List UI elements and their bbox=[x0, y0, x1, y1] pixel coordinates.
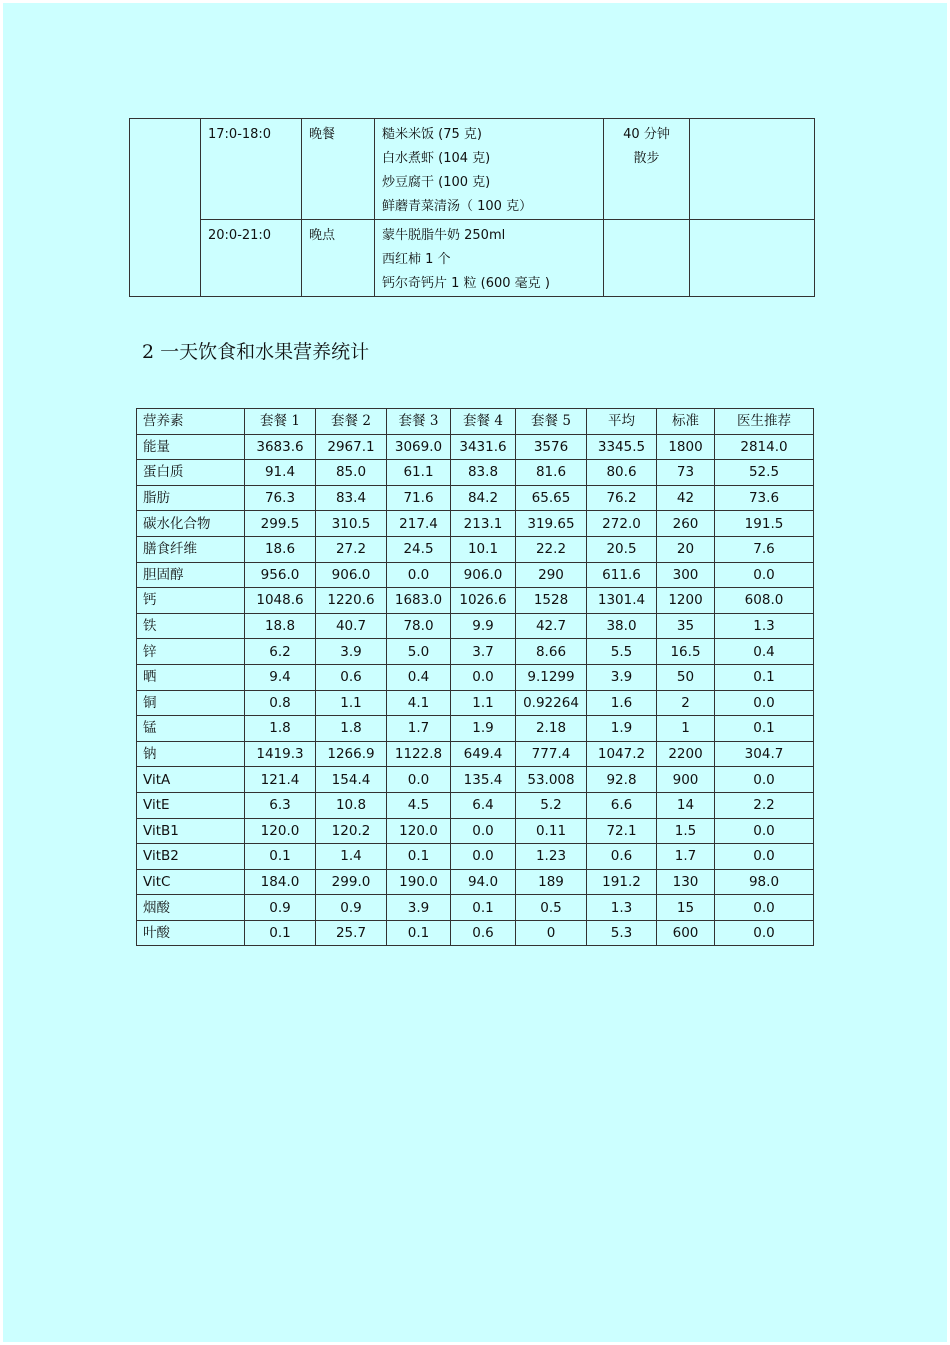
exercise-line: 40 分钟 bbox=[623, 127, 670, 142]
food-item: 炒豆腐干 (100 克) bbox=[382, 175, 491, 190]
nutrient-value: 1419.3 bbox=[245, 741, 316, 767]
nutrient-value: 92.8 bbox=[587, 767, 657, 793]
nutrient-value: 0.0 bbox=[451, 844, 516, 870]
table-row bbox=[137, 511, 814, 537]
nutrient-value: 42 bbox=[657, 485, 715, 511]
table-row bbox=[137, 690, 814, 716]
nutrient-value: 906.0 bbox=[451, 562, 516, 588]
nutrient-name: 蛋白质 bbox=[137, 460, 245, 486]
nutrient-value: 3.9 bbox=[387, 895, 451, 921]
nutrient-value: 300 bbox=[657, 562, 715, 588]
nutrient-value: 1200 bbox=[657, 588, 715, 614]
nutrient-value: 73.6 bbox=[715, 485, 814, 511]
nutrient-value: 1.9 bbox=[451, 716, 516, 742]
nutrient-value: 10.1 bbox=[451, 536, 516, 562]
nutrient-value: 906.0 bbox=[316, 562, 387, 588]
nutrient-value: 1026.6 bbox=[451, 588, 516, 614]
nutrient-value: 76.2 bbox=[587, 485, 657, 511]
nutrient-name: 铜 bbox=[137, 690, 245, 716]
nutrient-value: 83.4 bbox=[316, 485, 387, 511]
nutrient-value: 0.0 bbox=[715, 690, 814, 716]
nutrient-value: 1.9 bbox=[587, 716, 657, 742]
nutrient-value: 65.65 bbox=[516, 485, 587, 511]
nutrient-value: 1.7 bbox=[657, 844, 715, 870]
table-row bbox=[137, 920, 814, 946]
nutrient-value: 72.1 bbox=[587, 818, 657, 844]
nutrient-value: 189 bbox=[516, 869, 587, 895]
nutrient-value: 84.2 bbox=[451, 485, 516, 511]
nutrient-value: 649.4 bbox=[451, 741, 516, 767]
table-row bbox=[137, 818, 814, 844]
nutrient-value: 50 bbox=[657, 664, 715, 690]
nutrient-value: 0.0 bbox=[451, 664, 516, 690]
nutrient-value: 16.5 bbox=[657, 639, 715, 665]
nutrient-value: 80.6 bbox=[587, 460, 657, 486]
column-header: 平均 bbox=[587, 409, 657, 435]
nutrient-value: 217.4 bbox=[387, 511, 451, 537]
food-item: 西红柿 1 个 bbox=[382, 252, 451, 267]
nutrient-value: 0.1 bbox=[387, 844, 451, 870]
food-item: 鲜蘑青菜清汤（ 100 克） bbox=[382, 199, 533, 214]
nutrient-value: 98.0 bbox=[715, 869, 814, 895]
nutrient-value: 213.1 bbox=[451, 511, 516, 537]
nutrient-value: 0.9 bbox=[245, 895, 316, 921]
nutrient-name: 锰 bbox=[137, 716, 245, 742]
meal-time: 20:0-21:0 bbox=[201, 220, 302, 297]
nutrient-value: 73 bbox=[657, 460, 715, 486]
nutrient-name: 钠 bbox=[137, 741, 245, 767]
nutrient-value: 2967.1 bbox=[316, 434, 387, 460]
nutrient-value: 1528 bbox=[516, 588, 587, 614]
nutrient-value: 81.6 bbox=[516, 460, 587, 486]
nutrient-value: 777.4 bbox=[516, 741, 587, 767]
meal-schedule-table bbox=[129, 118, 815, 297]
nutrient-value: 0.1 bbox=[245, 844, 316, 870]
nutrient-value: 1.4 bbox=[316, 844, 387, 870]
nutrient-value: 4.1 bbox=[387, 690, 451, 716]
nutrient-value: 1.8 bbox=[245, 716, 316, 742]
nutrient-value: 0.0 bbox=[715, 818, 814, 844]
food-item: 蒙牛脱脂牛奶 250ml bbox=[382, 228, 506, 243]
nutrient-value: 0.1 bbox=[451, 895, 516, 921]
nutrient-value: 6.6 bbox=[587, 792, 657, 818]
nutrient-name: 碳水化合物 bbox=[137, 511, 245, 537]
nutrient-value: 3431.6 bbox=[451, 434, 516, 460]
nutrient-value: 0.8 bbox=[245, 690, 316, 716]
nutrient-value: 2814.0 bbox=[715, 434, 814, 460]
nutrient-name: 能量 bbox=[137, 434, 245, 460]
food-item: 糙米米饭 (75 克) bbox=[382, 127, 482, 142]
nutrient-value: 10.8 bbox=[316, 792, 387, 818]
nutrient-value: 52.5 bbox=[715, 460, 814, 486]
column-header: 医生推荐 bbox=[715, 409, 814, 435]
nutrient-value: 1.23 bbox=[516, 844, 587, 870]
nutrient-value: 0.4 bbox=[387, 664, 451, 690]
table-row bbox=[137, 664, 814, 690]
nutrient-value: 190.0 bbox=[387, 869, 451, 895]
nutrient-value: 24.5 bbox=[387, 536, 451, 562]
nutrient-value: 290 bbox=[516, 562, 587, 588]
nutrient-value: 1800 bbox=[657, 434, 715, 460]
nutrient-value: 121.4 bbox=[245, 767, 316, 793]
table-row bbox=[137, 536, 814, 562]
food-item: 钙尔奇钙片 1 粒 (600 毫克 ) bbox=[382, 276, 550, 291]
nutrient-value: 135.4 bbox=[451, 767, 516, 793]
nutrient-value: 120.0 bbox=[387, 818, 451, 844]
nutrient-value: 304.7 bbox=[715, 741, 814, 767]
nutrient-value: 0.1 bbox=[387, 920, 451, 946]
nutrient-value: 76.3 bbox=[245, 485, 316, 511]
nutrient-value: 3.9 bbox=[316, 639, 387, 665]
nutrient-value: 1.3 bbox=[715, 613, 814, 639]
table-row bbox=[137, 485, 814, 511]
nutrient-value: 35 bbox=[657, 613, 715, 639]
nutrient-value: 5.5 bbox=[587, 639, 657, 665]
nutrient-name: VitB2 bbox=[137, 844, 245, 870]
nutrient-value: 1266.9 bbox=[316, 741, 387, 767]
nutrient-value: 0.6 bbox=[451, 920, 516, 946]
table-row bbox=[137, 460, 814, 486]
table-row bbox=[137, 613, 814, 639]
nutrient-value: 1.3 bbox=[587, 895, 657, 921]
column-header: 套餐 2 bbox=[316, 409, 387, 435]
nutrient-value: 42.7 bbox=[516, 613, 587, 639]
nutrient-value: 1047.2 bbox=[587, 741, 657, 767]
nutrient-value: 25.7 bbox=[316, 920, 387, 946]
nutrient-value: 18.8 bbox=[245, 613, 316, 639]
nutrient-value: 1122.8 bbox=[387, 741, 451, 767]
nutrient-value: 9.9 bbox=[451, 613, 516, 639]
food-item: 白水煮虾 (104 克) bbox=[382, 151, 491, 166]
nutrient-value: 91.4 bbox=[245, 460, 316, 486]
nutrient-value: 3576 bbox=[516, 434, 587, 460]
nutrient-value: 900 bbox=[657, 767, 715, 793]
nutrient-value: 5.0 bbox=[387, 639, 451, 665]
meal-foods bbox=[375, 220, 604, 297]
nutrient-value: 1 bbox=[657, 716, 715, 742]
nutrient-value: 1.6 bbox=[587, 690, 657, 716]
column-header: 套餐 5 bbox=[516, 409, 587, 435]
table-row bbox=[137, 588, 814, 614]
meal-row bbox=[130, 220, 815, 297]
nutrient-value: 0.9 bbox=[316, 895, 387, 921]
nutrient-value: 27.2 bbox=[316, 536, 387, 562]
nutrient-value: 1.1 bbox=[316, 690, 387, 716]
meal-exercise bbox=[604, 220, 690, 297]
column-header: 套餐 4 bbox=[451, 409, 516, 435]
nutrient-value: 1301.4 bbox=[587, 588, 657, 614]
nutrient-value: 2 bbox=[657, 690, 715, 716]
nutrient-value: 130 bbox=[657, 869, 715, 895]
nutrient-name: 铁 bbox=[137, 613, 245, 639]
nutrient-value: 5.2 bbox=[516, 792, 587, 818]
table-row bbox=[137, 869, 814, 895]
nutrient-value: 61.1 bbox=[387, 460, 451, 486]
nutrient-value: 0 bbox=[516, 920, 587, 946]
nutrient-value: 0.0 bbox=[715, 920, 814, 946]
nutrient-value: 191.5 bbox=[715, 511, 814, 537]
nutrient-value: 20 bbox=[657, 536, 715, 562]
day-cell bbox=[130, 119, 201, 297]
nutrient-value: 0.0 bbox=[715, 767, 814, 793]
nutrient-value: 272.0 bbox=[587, 511, 657, 537]
nutrient-value: 20.5 bbox=[587, 536, 657, 562]
nutrient-value: 0.4 bbox=[715, 639, 814, 665]
nutrient-value: 120.0 bbox=[245, 818, 316, 844]
nutrient-value: 78.0 bbox=[387, 613, 451, 639]
nutrient-value: 38.0 bbox=[587, 613, 657, 639]
nutrient-value: 0.0 bbox=[387, 562, 451, 588]
nutrient-value: 319.65 bbox=[516, 511, 587, 537]
nutrient-value: 6.4 bbox=[451, 792, 516, 818]
nutrient-value: 299.0 bbox=[316, 869, 387, 895]
nutrient-name: 烟酸 bbox=[137, 895, 245, 921]
nutrient-name: 锌 bbox=[137, 639, 245, 665]
nutrient-value: 2.2 bbox=[715, 792, 814, 818]
table-row bbox=[137, 716, 814, 742]
table-row bbox=[137, 562, 814, 588]
nutrient-value: 71.6 bbox=[387, 485, 451, 511]
nutrient-value: 956.0 bbox=[245, 562, 316, 588]
table-row bbox=[137, 895, 814, 921]
nutrient-value: 1.7 bbox=[387, 716, 451, 742]
column-header: 套餐 1 bbox=[245, 409, 316, 435]
nutrient-value: 9.1299 bbox=[516, 664, 587, 690]
nutrient-value: 18.6 bbox=[245, 536, 316, 562]
nutrient-value: 184.0 bbox=[245, 869, 316, 895]
nutrient-value: 53.008 bbox=[516, 767, 587, 793]
nutrient-name: 钙 bbox=[137, 588, 245, 614]
nutrient-name: 脂肪 bbox=[137, 485, 245, 511]
nutrient-value: 608.0 bbox=[715, 588, 814, 614]
nutrient-value: 0.0 bbox=[387, 767, 451, 793]
nutrient-value: 0.1 bbox=[245, 920, 316, 946]
nutrient-value: 3.9 bbox=[587, 664, 657, 690]
nutrient-value: 15 bbox=[657, 895, 715, 921]
nutrient-value: 94.0 bbox=[451, 869, 516, 895]
table-row bbox=[137, 792, 814, 818]
nutrient-value: 6.2 bbox=[245, 639, 316, 665]
nutrient-value: 1.1 bbox=[451, 690, 516, 716]
section-title: 2 一天饮食和水果营养统计 bbox=[142, 341, 370, 363]
nutrient-value: 120.2 bbox=[316, 818, 387, 844]
meal-name: 晚餐 bbox=[302, 119, 375, 220]
nutrient-name: 晒 bbox=[137, 664, 245, 690]
nutrient-value: 0.92264 bbox=[516, 690, 587, 716]
meal-notes bbox=[690, 119, 815, 220]
column-header: 套餐 3 bbox=[387, 409, 451, 435]
nutrient-value: 9.4 bbox=[245, 664, 316, 690]
nutrient-value: 5.3 bbox=[587, 920, 657, 946]
nutrient-value: 260 bbox=[657, 511, 715, 537]
nutrient-value: 191.2 bbox=[587, 869, 657, 895]
nutrient-value: 7.6 bbox=[715, 536, 814, 562]
table-row bbox=[137, 741, 814, 767]
nutrient-name: 膳食纤维 bbox=[137, 536, 245, 562]
nutrient-value: 6.3 bbox=[245, 792, 316, 818]
nutrient-value: 0.11 bbox=[516, 818, 587, 844]
nutrient-value: 1048.6 bbox=[245, 588, 316, 614]
nutrient-value: 83.8 bbox=[451, 460, 516, 486]
nutrient-value: 0.6 bbox=[587, 844, 657, 870]
nutrient-value: 3683.6 bbox=[245, 434, 316, 460]
nutrient-value: 0.0 bbox=[451, 818, 516, 844]
meal-exercise bbox=[604, 119, 690, 220]
table-header-row bbox=[137, 409, 814, 435]
nutrient-value: 0.0 bbox=[715, 895, 814, 921]
nutrition-stats-table bbox=[136, 408, 814, 946]
nutrient-value: 0.1 bbox=[715, 716, 814, 742]
column-header: 标准 bbox=[657, 409, 715, 435]
nutrient-name: VitB1 bbox=[137, 818, 245, 844]
nutrient-value: 1220.6 bbox=[316, 588, 387, 614]
nutrient-value: 3.7 bbox=[451, 639, 516, 665]
nutrient-value: 600 bbox=[657, 920, 715, 946]
nutrient-value: 22.2 bbox=[516, 536, 587, 562]
nutrient-name: VitA bbox=[137, 767, 245, 793]
nutrient-value: 85.0 bbox=[316, 460, 387, 486]
nutrient-name: 胆固醇 bbox=[137, 562, 245, 588]
exercise-line: 散步 bbox=[633, 151, 660, 166]
column-header: 营养素 bbox=[137, 409, 245, 435]
nutrient-name: VitE bbox=[137, 792, 245, 818]
table-row bbox=[137, 844, 814, 870]
meal-name: 晚点 bbox=[302, 220, 375, 297]
nutrient-value: 0.1 bbox=[715, 664, 814, 690]
nutrient-value: 0.0 bbox=[715, 844, 814, 870]
nutrient-name: VitC bbox=[137, 869, 245, 895]
nutrient-value: 2200 bbox=[657, 741, 715, 767]
nutrient-value: 2.18 bbox=[516, 716, 587, 742]
meal-foods bbox=[375, 119, 604, 220]
nutrient-value: 14 bbox=[657, 792, 715, 818]
nutrient-value: 40.7 bbox=[316, 613, 387, 639]
table-row bbox=[137, 434, 814, 460]
meal-row bbox=[130, 119, 815, 220]
nutrient-value: 0.6 bbox=[316, 664, 387, 690]
meal-notes bbox=[690, 220, 815, 297]
nutrient-value: 0.5 bbox=[516, 895, 587, 921]
nutrient-value: 3069.0 bbox=[387, 434, 451, 460]
nutrient-value: 154.4 bbox=[316, 767, 387, 793]
nutrient-value: 3345.5 bbox=[587, 434, 657, 460]
table-row bbox=[137, 639, 814, 665]
nutrient-value: 1.8 bbox=[316, 716, 387, 742]
nutrient-value: 1.5 bbox=[657, 818, 715, 844]
nutrient-value: 8.66 bbox=[516, 639, 587, 665]
table-row bbox=[137, 767, 814, 793]
nutrient-value: 0.0 bbox=[715, 562, 814, 588]
nutrient-value: 310.5 bbox=[316, 511, 387, 537]
nutrient-value: 299.5 bbox=[245, 511, 316, 537]
nutrient-value: 611.6 bbox=[587, 562, 657, 588]
nutrient-value: 1683.0 bbox=[387, 588, 451, 614]
nutrient-value: 4.5 bbox=[387, 792, 451, 818]
meal-time: 17:0-18:0 bbox=[201, 119, 302, 220]
nutrient-name: 叶酸 bbox=[137, 920, 245, 946]
